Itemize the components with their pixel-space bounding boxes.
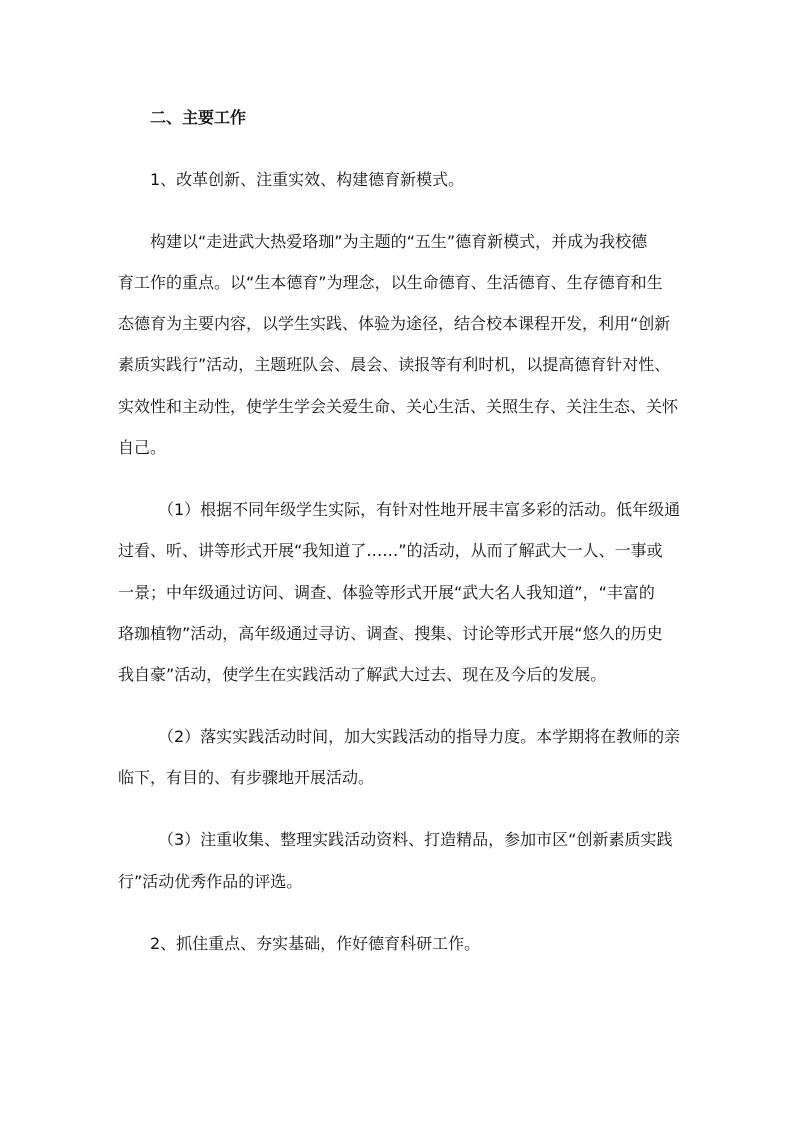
item1-title: 1、改革创新、注重实效、构建德育新模式。 [150,170,465,189]
sub2-line-2: 临下，有目的、有步骤地开展活动。 [118,768,375,787]
paragraph1-line-1: 构建以“走进武大热爱珞珈”为主题的“五生”德育新模式，并成为我校德 [150,232,648,251]
sub1-line-4: 珞珈植物”活动，高年级通过寻访、调查、搜集、讨论等形式开展“悠久的历史 [118,624,663,643]
sub3-line-1: （3）注重收集、整理实践活动资料、打造精品，参加市区“创新素质实践 [158,830,673,849]
sub1-line-5: 我自豪”活动，使学生在实践活动了解武大过去、现在及今后的发展。 [118,665,607,684]
paragraph1-line-6: 自己。 [118,438,167,457]
sub1-line-3: 一景；中年级通过访问、调查、体验等形式开展“武大名人我知道”，“丰富的 [118,583,655,602]
sub2-line-1: （2）落实实践活动时间，加大实践活动的指导力度。本学期将在教师的亲 [158,727,681,746]
section-heading: 二、主要工作 [150,108,247,127]
item2-title: 2、抓住重点、夯实基础，作好德育科研工作。 [150,934,481,953]
sub3-line-2: 行”活动优秀作品的评选。 [118,872,303,891]
sub1-line-1: （1）根据不同年级学生实际，有针对性地开展丰富多彩的活动。低年级通 [158,500,681,519]
sub1-line-2: 过看、听、讲等形式开展“我知道了……”的活动，从而了解武大一人、一事或 [118,541,663,560]
paragraph1-line-3: 态德育为主要内容，以学生实践、体验为途径，结合校本课程开发，利用“创新 [118,314,671,333]
paragraph1-line-5: 实效性和主动性，使学生学会关爱生命、关心生活、关照生存、关注生态、关怀 [118,397,679,416]
paragraph1-line-4: 素质实践行”活动，主题班队会、晨会、读报等有利时机，以提高德育针对性、 [118,355,671,374]
paragraph1-line-2: 育工作的重点。以“生本德育”为理念，以生命德育、生活德育、生存德育和生 [118,273,663,292]
